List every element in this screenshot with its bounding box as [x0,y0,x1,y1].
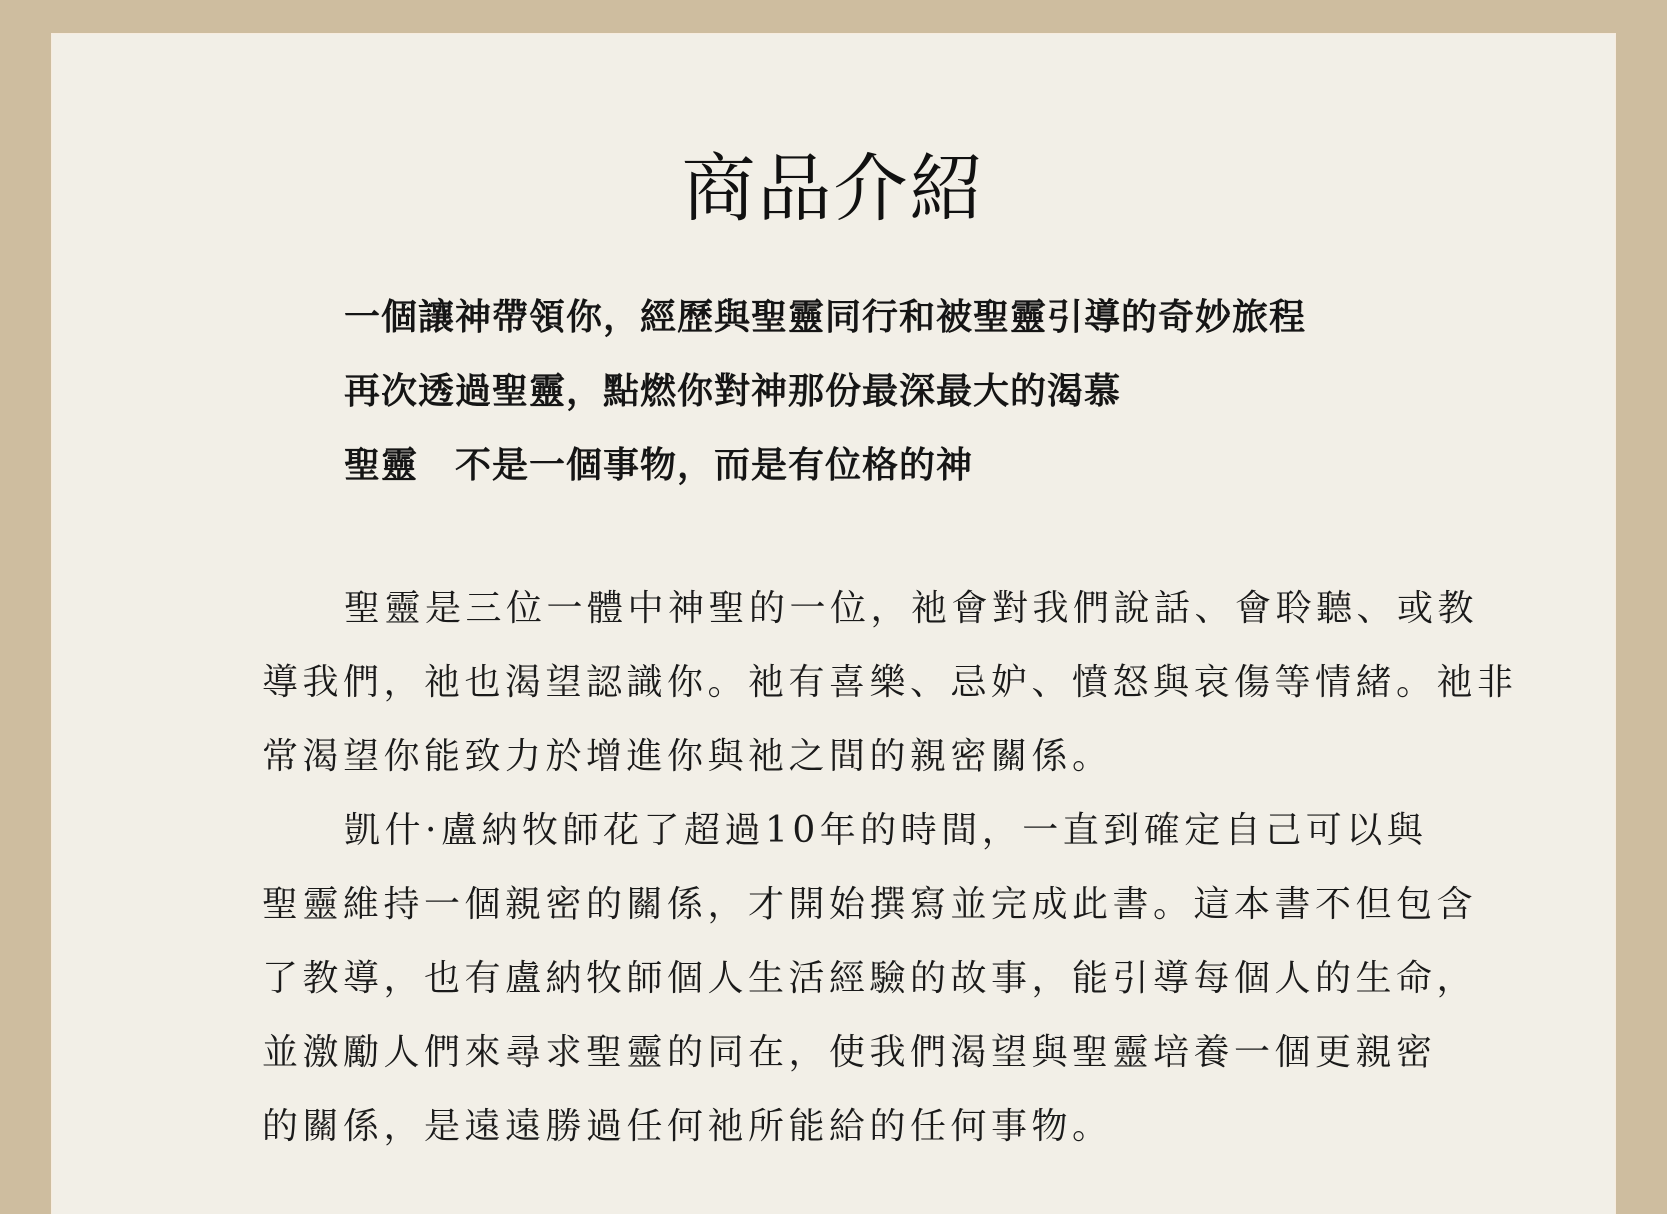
paragraph-line: 導我們，祂也渴望認識你。祂有喜樂、忌妒、憤怒與哀傷等情緒。祂非 [262,662,1518,703]
product-intro-panel [52,34,1615,1214]
paragraph-line: 聖靈是三位一體中神聖的一位，祂會對我們說話、會聆聽、或教 [344,588,1479,629]
tagline: 聖靈 不是一個事物，而是有位格的神 [344,444,974,486]
page-title: 商品介紹 [681,146,986,232]
paragraph-line: 並激勵人們來尋求聖靈的同在，使我們渴望與聖靈培養一個更親密 [262,1032,1437,1073]
description-paragraph [262,794,1478,1164]
paragraph-line: 常渴望你能致力於增進你與祂之間的親密關係。 [262,736,1113,777]
tagline: 再次透過聖靈，點燃你對神那份最深最大的渴慕 [344,370,1122,412]
description-paragraph [262,572,1518,794]
paragraph-line: 的關係，是遠遠勝過任何祂所能給的任何事物。 [262,1106,1113,1147]
tagline: 一個讓神帶領你，經歷與聖靈同行和被聖靈引導的奇妙旅程 [344,296,1307,338]
paragraph-line: 凱什·盧納牧師花了超過10年的時間，一直到確定自己可以與 [344,810,1428,851]
paragraph-line: 了教導，也有盧納牧師個人生活經驗的故事，能引導每個人的生命， [262,958,1478,999]
description-body [262,572,1518,1164]
paragraph-line: 聖靈維持一個親密的關係，才開始撰寫並完成此書。這本書不但包含 [262,884,1478,925]
tagline-list [344,280,1306,502]
